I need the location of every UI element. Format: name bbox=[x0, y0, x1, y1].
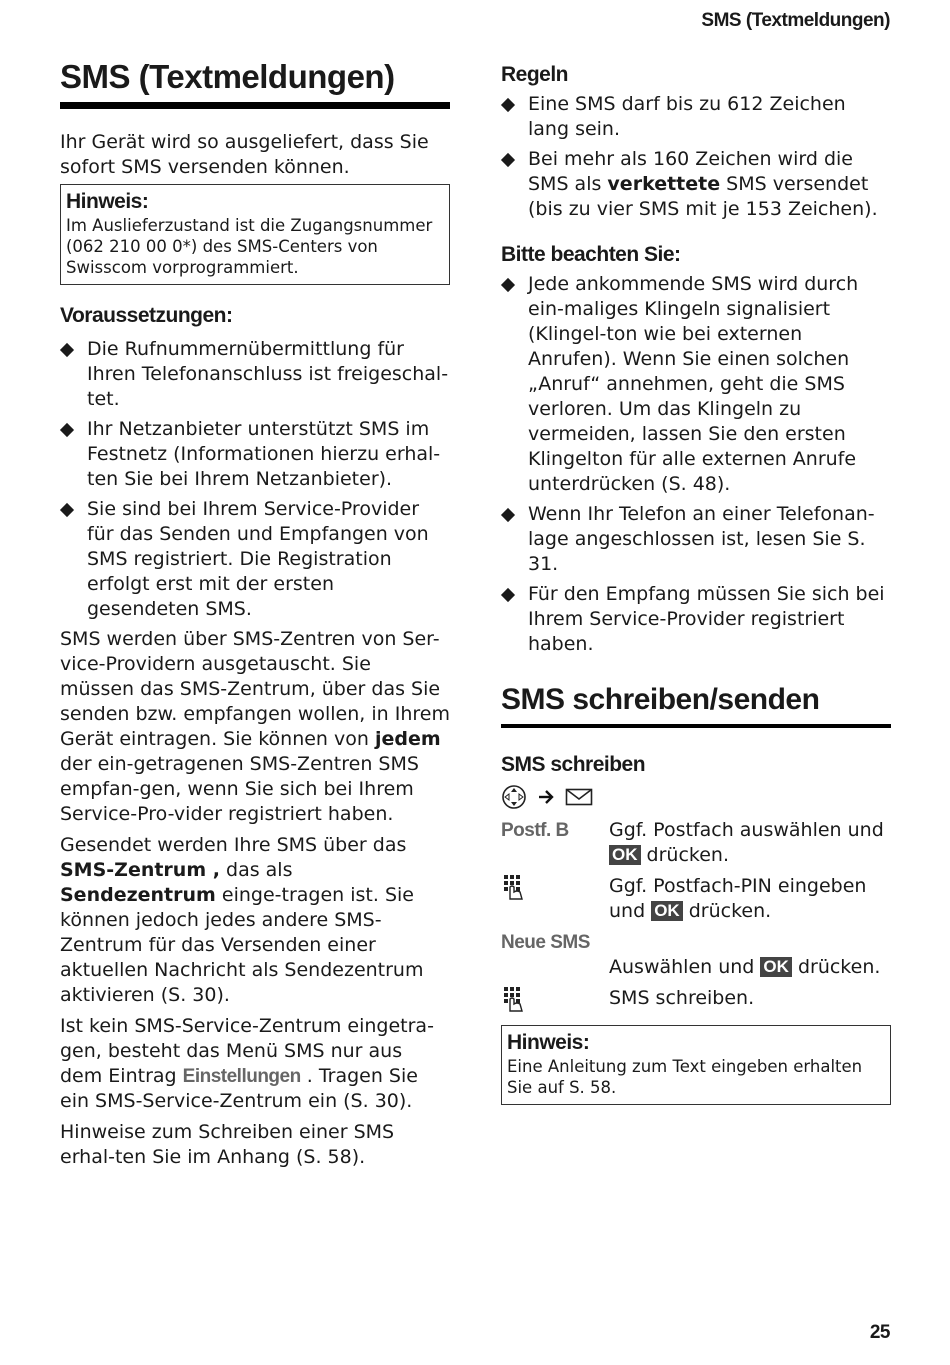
step-text: SMS schreiben. bbox=[609, 986, 755, 1009]
step-text: Ggf. Postfach-PIN eingeben und OK drücken. bbox=[609, 874, 867, 922]
step-new-sms bbox=[501, 955, 891, 980]
subsection-title: SMS schreiben bbox=[501, 752, 646, 776]
intro-text: Ihr Gerät wird so ausgeliefert, dass Sie sofort SMS versenden können. bbox=[60, 130, 429, 178]
step-text: Auswählen und OK drücken. bbox=[609, 955, 881, 978]
paragraph-no-center: Ist kein SMS-Service-Zentrum eingetra-gen, besteht das Menü SMS nur aus dem Eintrag Einstellungen . Tragen Sie ein SMS-Service-Zentrum ein (S. 30). bbox=[60, 1014, 434, 1112]
rules-heading: Regeln bbox=[501, 63, 569, 86]
ok-key: OK bbox=[760, 957, 792, 977]
step-pin bbox=[501, 874, 891, 924]
step-write bbox=[501, 986, 891, 1019]
notice-heading: Bitte beachten Sie: bbox=[501, 243, 681, 266]
menu-term-einstellungen: Einstellungen bbox=[182, 1065, 301, 1087]
diamond-bullet-icon bbox=[60, 423, 74, 437]
list-item: Wenn Ihr Telefon an einer Telefonan-lage angeschlossen ist, lesen Sie S. 31. bbox=[501, 502, 891, 577]
diamond-bullet-icon bbox=[501, 508, 515, 522]
list-item: Ihr Netzanbieter unterstützt SMS im Festnetz (Informationen hierzu erhal-ten Sie bei Ihrem Netzanbieter). bbox=[60, 417, 450, 492]
notice-list bbox=[501, 272, 891, 657]
running-head: SMS (Textmeldungen) bbox=[701, 10, 890, 31]
page-title: SMS (Textmeldungen) bbox=[60, 58, 450, 109]
ok-key: OK bbox=[609, 845, 641, 865]
note-title: Hinweis: bbox=[507, 1030, 590, 1054]
diamond-bullet-icon bbox=[60, 343, 74, 357]
note-title: Hinweis: bbox=[66, 189, 149, 213]
diamond-bullet-icon bbox=[501, 588, 515, 602]
prerequisites-heading: Voraussetzungen: bbox=[60, 303, 233, 327]
steps-list bbox=[501, 818, 891, 1019]
arrow-right-icon bbox=[537, 788, 555, 806]
section-title: SMS schreiben/senden bbox=[501, 683, 891, 728]
left-column bbox=[60, 58, 450, 1176]
diamond-bullet-icon bbox=[60, 503, 74, 517]
list-item: Die Rufnummernübermittlung für Ihren Telefonanschluss ist freigeschal-tet. bbox=[60, 337, 450, 412]
note-body: Eine Anleitung zum Text eingeben erhalten Sie auf S. 58. bbox=[507, 1056, 863, 1097]
menu-term-neue-sms: Neue SMS bbox=[501, 931, 590, 953]
list-item: Sie sind bei Ihrem Service-Provider für das Senden und Empfangen von SMS registriert. Die Registration erfolgt erst mit der ersten gesendeten SMS. bbox=[60, 497, 450, 622]
prerequisites-list bbox=[60, 337, 450, 622]
page-number: 25 bbox=[869, 1322, 890, 1343]
ok-key: OK bbox=[651, 901, 683, 921]
rules-list bbox=[501, 92, 891, 222]
list-item: Jede ankommende SMS wird durch ein-maliges Klingeln signalisiert (Klingel-ton wie bei externen Anrufen). Wenn Sie einen solchen „Anruf“ annehmen, geht die SMS verloren. Um das Klingeln zu vermeiden, lassen Sie den ersten Klingelton für alle externen Anrufe unterdrücken (S. 48). bbox=[501, 272, 891, 497]
note-box bbox=[501, 1025, 891, 1105]
paragraph-send-center: Gesendet werden Ihre SMS über das SMS-Zentrum , das als Sendezentrum einge-tragen ist. Sie können jedoch jedes andere SMS-Zentrum für das Versenden einer aktuellen Nachricht als Sendezentrum aktivieren (S. 30). bbox=[60, 833, 424, 1006]
right-column bbox=[501, 62, 891, 1105]
list-item: Bei mehr als 160 Zeichen wird die SMS als verkettete SMS versendet (bis zu vier SMS mit je 153 Zeichen). bbox=[501, 147, 891, 222]
step-mailbox bbox=[501, 818, 891, 868]
paragraph-sms-centers: SMS werden über SMS-Zentren von Ser-vice-Providern ausgetauscht. Sie müssen das SMS-Zentrum, über das Sie senden bzw. empfangen wollen, in Ihrem Gerät eintragen. Sie können von jedem der ein-getragenen SMS-Zentren SMS empfan-gen, wenn Sie sich bei Ihrem Service-Pro-vider registriert haben. bbox=[60, 627, 450, 825]
menu-term-postfach: Postf. B bbox=[501, 819, 569, 841]
envelope-icon bbox=[565, 787, 593, 807]
navigation-path bbox=[501, 784, 891, 810]
list-item: Für den Empfang müssen Sie sich bei Ihrem Service-Provider registriert haben. bbox=[501, 582, 891, 657]
list-item: Eine SMS darf bis zu 612 Zeichen lang sein. bbox=[501, 92, 891, 142]
note-box bbox=[60, 184, 450, 285]
note-body: Im Auslieferzustand ist die Zugangsnummer (062 210 00 0*) des SMS-Centers von Swisscom vorprogrammiert. bbox=[66, 215, 433, 277]
paragraph-appendix: Hinweise zum Schreiben einer SMS erhal-ten Sie im Anhang (S. 58). bbox=[60, 1120, 395, 1168]
nav-key-icon bbox=[501, 784, 527, 810]
keypad-icon bbox=[501, 986, 527, 1012]
step-text: Ggf. Postfach auswählen und OK drücken. bbox=[609, 818, 884, 866]
keypad-icon bbox=[501, 874, 527, 900]
diamond-bullet-icon bbox=[501, 153, 515, 167]
diamond-bullet-icon bbox=[501, 278, 515, 292]
step-new-sms-label bbox=[501, 930, 891, 955]
diamond-bullet-icon bbox=[501, 98, 515, 112]
